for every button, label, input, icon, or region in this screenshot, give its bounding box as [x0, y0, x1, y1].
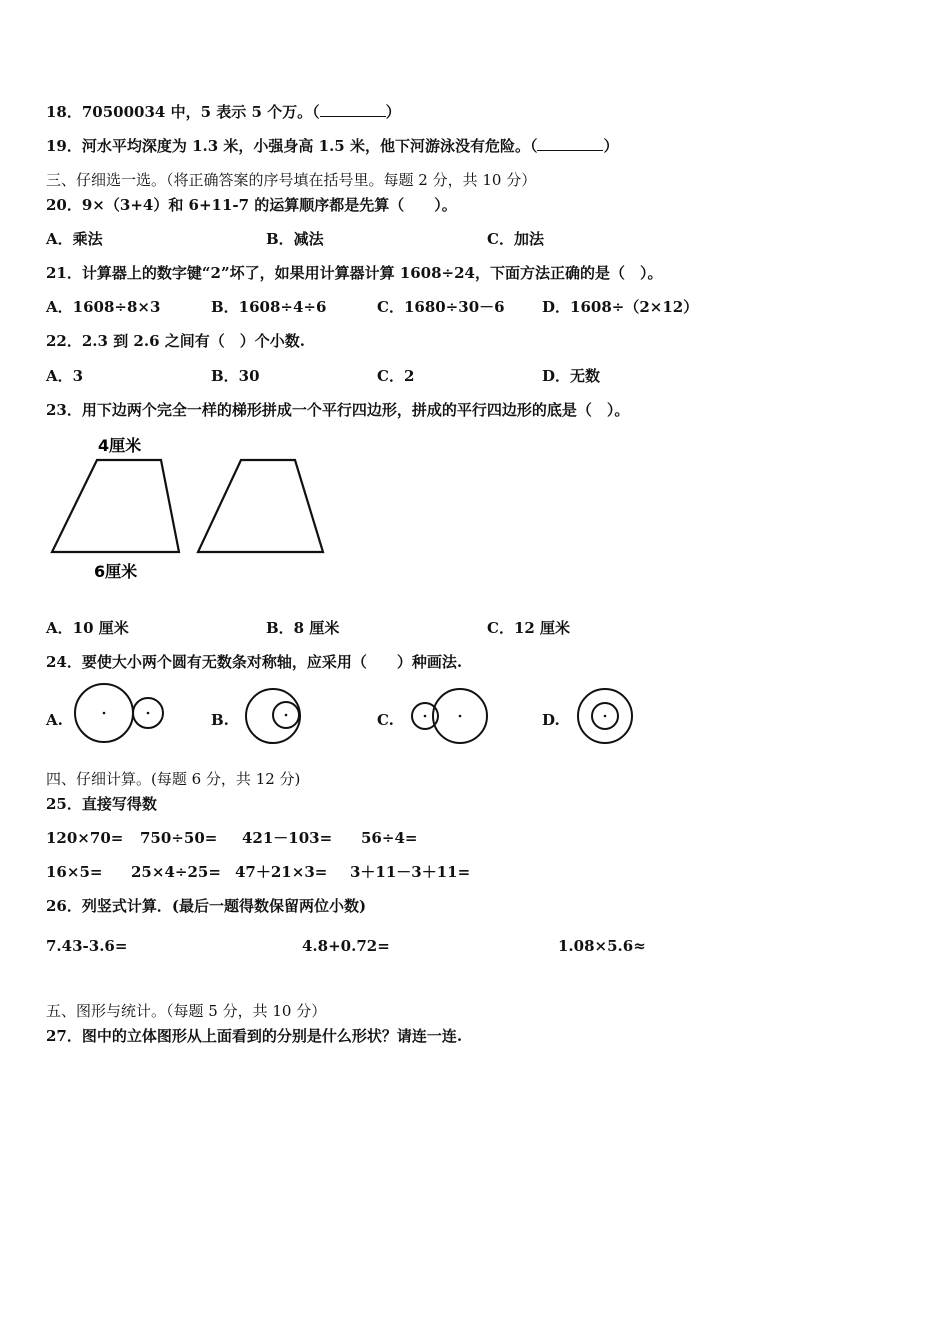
- trapezoid-right: [198, 460, 323, 552]
- q22-option-b[interactable]: B．30: [211, 367, 260, 385]
- trapezoid-left: [52, 460, 179, 552]
- q25-stem: 25．直接写得数: [46, 795, 157, 813]
- q25-item: 3＋11－3＋11=: [350, 863, 471, 881]
- small-circle-center: [424, 715, 427, 718]
- question-18: [46, 102, 401, 122]
- q23-stem: 23．用下边两个完全一样的梯形拼成一个平行四边形，拼成的平行四边形的底是（ ）。: [46, 401, 630, 419]
- q24-option-d-label[interactable]: D.: [542, 711, 560, 729]
- q25-item: 120×70=: [46, 829, 124, 847]
- q22-option-a[interactable]: A．3: [46, 367, 84, 385]
- q18-number: 18．: [46, 103, 82, 121]
- q19-answer-blank[interactable]: [537, 136, 603, 151]
- q22-stem: 22．2.3 到 2.6 之间有（ ）个小数.: [46, 332, 305, 350]
- q19-open-paren: （: [529, 137, 538, 155]
- question-19: [46, 136, 619, 156]
- q26-stem: 26．列竖式计算．(最后一题得数保留两位小数): [46, 897, 367, 915]
- q24-option-c-label[interactable]: C.: [377, 711, 394, 729]
- trapezoid-top-label: 4厘米: [98, 436, 142, 455]
- q24-stem: 24．要使大小两个圆有无数条对称轴，应采用（ ）种画法.: [46, 653, 463, 671]
- q26-item: 4.8+0.72=: [302, 937, 390, 955]
- q25-item: 47＋21×3=: [235, 863, 328, 881]
- q19-number: 19．: [46, 137, 82, 155]
- q25-item: 750÷50=: [140, 829, 218, 847]
- q20-option-b[interactable]: B．减法: [266, 230, 324, 248]
- q25-item: 421－103=: [242, 829, 333, 847]
- q22-option-c[interactable]: C．2: [377, 367, 415, 385]
- q21-option-b[interactable]: B．1608÷4÷6: [211, 298, 327, 316]
- q26-item: 1.08×5.6≈: [558, 937, 646, 955]
- small-circle-center: [147, 712, 150, 715]
- section-3-heading: 三、仔细选一选。（将正确答案的序号填在括号里。每题 2 分，共 10 分）: [46, 171, 537, 189]
- q25-item: 56÷4=: [361, 829, 418, 847]
- q18-close-paren: ）: [385, 103, 401, 121]
- q26-item: 7.43-3.6=: [46, 937, 128, 955]
- small-circle-center: [285, 714, 288, 717]
- q20-stem: 20．9×（3+4）和 6+11-7 的运算顺序都是先算（ ）。: [46, 196, 457, 214]
- q19-close-paren: ）: [603, 137, 619, 155]
- q21-stem: 21．计算器上的数字键“2”坏了，如果用计算器计算 1608÷24，下面方法正确的是（ ）。: [46, 264, 663, 282]
- q24-option-a-label[interactable]: A.: [46, 711, 63, 729]
- q25-item: 16×5=: [46, 863, 103, 881]
- big-circle-center: [459, 715, 462, 718]
- q23-trapezoid-figure: [40, 430, 340, 590]
- q23-option-a[interactable]: A．10 厘米: [46, 619, 129, 637]
- q21-option-d[interactable]: D．1608÷（2×12）: [542, 298, 699, 316]
- shared-center: [604, 715, 607, 718]
- q25-item: 25×4÷25=: [131, 863, 221, 881]
- q24-option-b-circles[interactable]: [242, 684, 308, 748]
- q27-stem: 27．图中的立体图形从上面看到的分别是什么形状？请连一连.: [46, 1027, 463, 1045]
- q19-text: 河水平均深度为 1.3 米，小强身高 1.5 米，他下河游泳没有危险。: [81, 137, 530, 155]
- q24-option-d-circles[interactable]: [574, 684, 638, 748]
- q18-answer-blank[interactable]: [320, 102, 386, 117]
- q23-option-c[interactable]: C．12 厘米: [487, 619, 571, 637]
- q20-option-a[interactable]: A．乘法: [46, 230, 103, 248]
- trapezoid-bottom-label: 6厘米: [94, 562, 138, 581]
- q20-option-c[interactable]: C．加法: [487, 230, 544, 248]
- q24-option-a-circles[interactable]: [72, 680, 168, 746]
- q24-option-b-label[interactable]: B.: [211, 711, 229, 729]
- q18-open-paren: （: [312, 103, 320, 121]
- section-5-heading: 五、图形与统计。（每题 5 分，共 10 分）: [46, 1002, 327, 1020]
- q18-text: 70500034 中，5 表示 5 个万。: [81, 103, 313, 121]
- big-circle-center: [103, 712, 106, 715]
- q22-option-d[interactable]: D．无数: [542, 367, 601, 385]
- q23-option-b[interactable]: B．8 厘米: [266, 619, 340, 637]
- q21-option-c[interactable]: C．1680÷30－6: [377, 298, 505, 316]
- section-4-heading: 四、仔细计算。(每题 6 分，共 12 分): [46, 770, 301, 788]
- q24-option-c-circles[interactable]: [406, 684, 492, 748]
- q21-option-a[interactable]: A．1608÷8×3: [46, 298, 161, 316]
